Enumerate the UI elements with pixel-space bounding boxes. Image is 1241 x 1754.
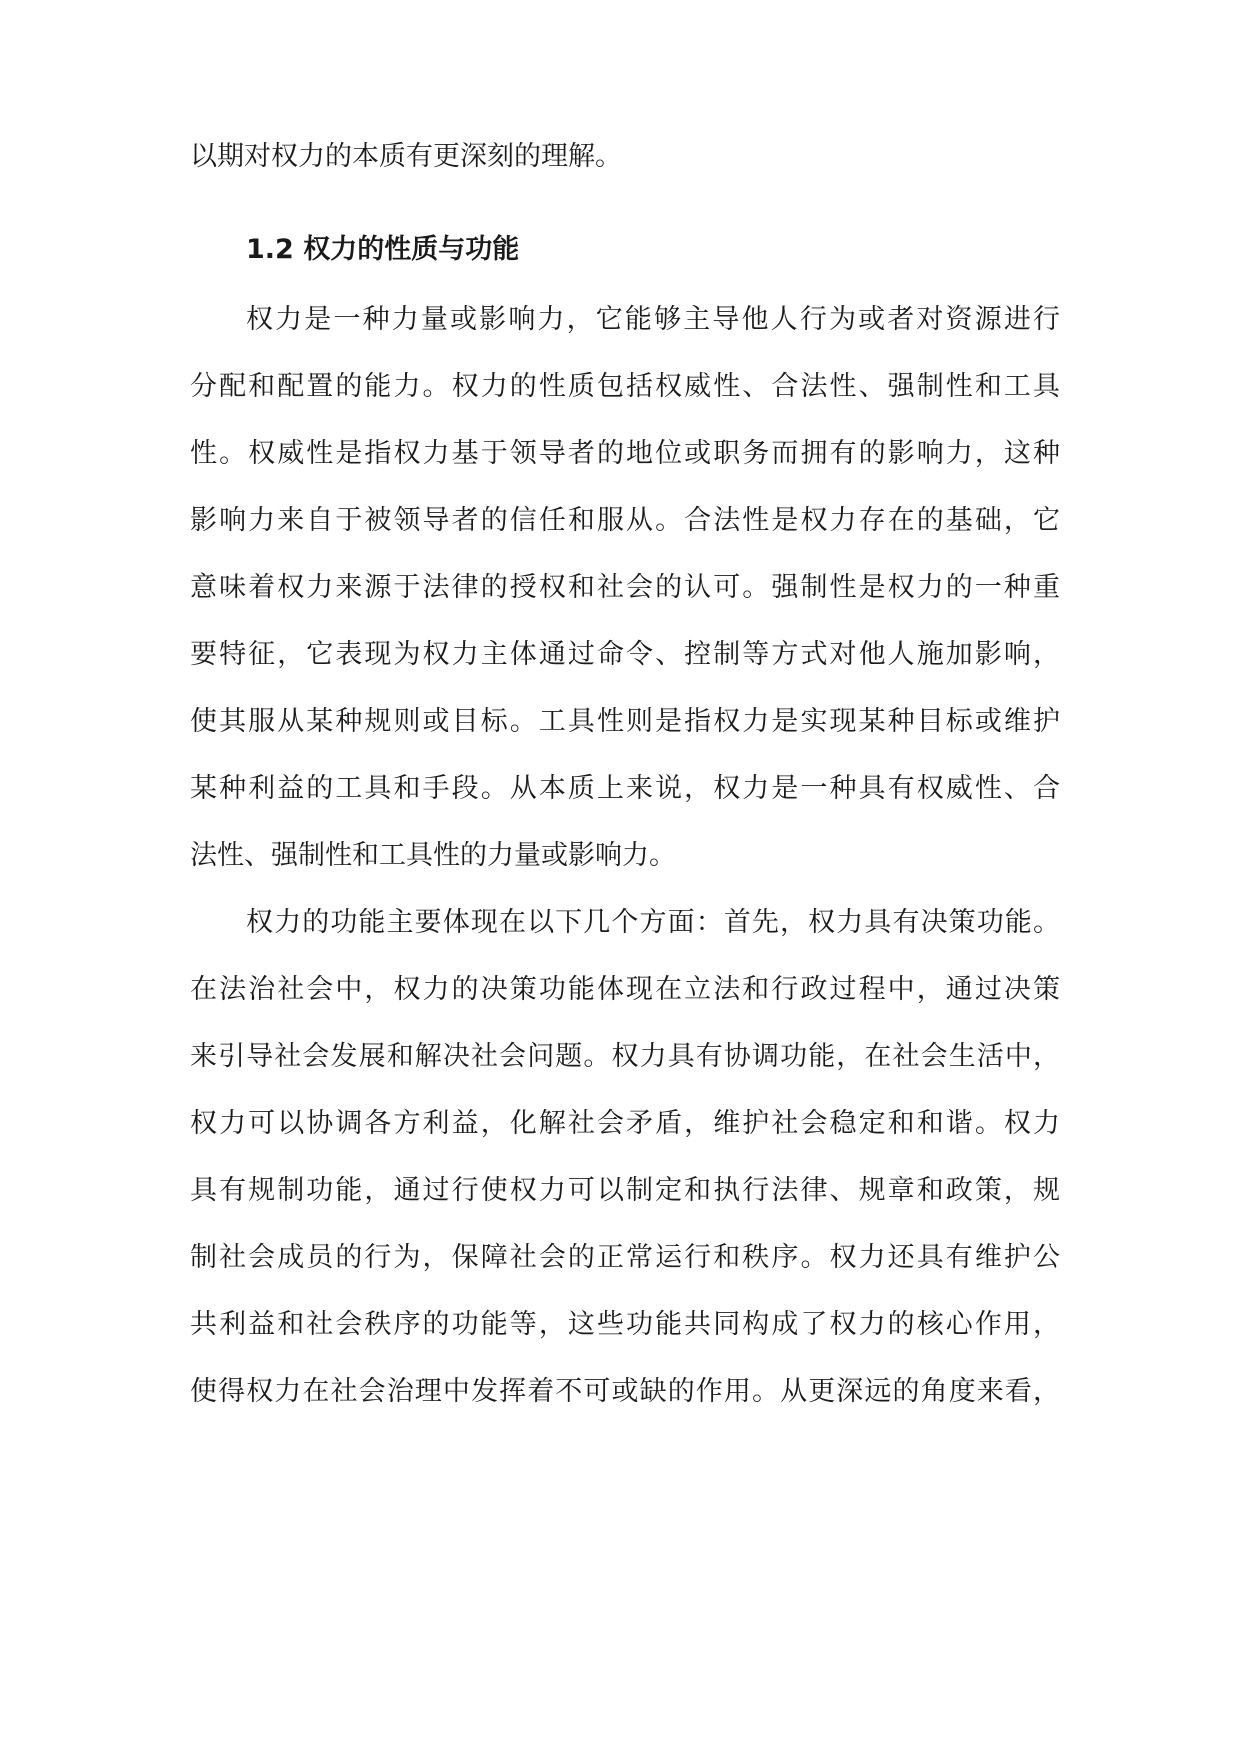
- paragraph-line: 意味着权力来源于法律的授权和社会的认可。强制性是权力的一种重: [190, 572, 1060, 603]
- paragraph-line: 具有规制功能，通过行使权力可以制定和执行法律、规章和政策，规: [190, 1175, 1060, 1206]
- paragraph-line: 性。权威性是指权力基于领导者的地位或职务而拥有的影响力，这种: [190, 438, 1060, 469]
- paragraph-line: 使得权力在社会治理中发挥着不可或缺的作用。从更深远的角度来看，: [190, 1376, 1060, 1407]
- paragraph-line: 来引导社会发展和解决社会问题。权力具有协调功能，在社会生活中，: [190, 1041, 1060, 1072]
- paragraph-line: 影响力来自于被领导者的信任和服从。合法性是权力存在的基础，它: [190, 505, 1060, 536]
- intro-line: 以期对权力的本质有更深刻的理解。: [190, 141, 622, 172]
- paragraph-line: 某种利益的工具和手段。从本质上来说，权力是一种具有权威性、合: [190, 773, 1060, 804]
- paragraph-line: 权力是一种力量或影响力，它能够主导他人行为或者对资源进行: [246, 304, 1060, 335]
- paragraph-line: 法性、强制性和工具性的力量或影响力。: [190, 840, 676, 871]
- paragraph-line: 使其服从某种规则或目标。工具性则是指权力是实现某种目标或维护: [190, 706, 1060, 737]
- paragraph-line: 制社会成员的行为，保障社会的正常运行和秩序。权力还具有维护公: [190, 1242, 1060, 1273]
- section-heading: 1.2 权力的性质与功能: [246, 234, 520, 265]
- paragraph-line: 权力可以协调各方利益，化解社会矛盾，维护社会稳定和和谐。权力: [190, 1108, 1060, 1139]
- paragraph-line: 要特征，它表现为权力主体通过命令、控制等方式对他人施加影响，: [190, 639, 1060, 670]
- paragraph-line: 在法治社会中，权力的决策功能体现在立法和行政过程中，通过决策: [190, 974, 1060, 1005]
- paragraph-line: 分配和配置的能力。权力的性质包括权威性、合法性、强制性和工具: [190, 371, 1060, 402]
- paragraph-line: 权力的功能主要体现在以下几个方面：首先，权力具有决策功能。: [246, 907, 1060, 938]
- paragraph-line: 共利益和社会秩序的功能等，这些功能共同构成了权力的核心作用，: [190, 1309, 1060, 1340]
